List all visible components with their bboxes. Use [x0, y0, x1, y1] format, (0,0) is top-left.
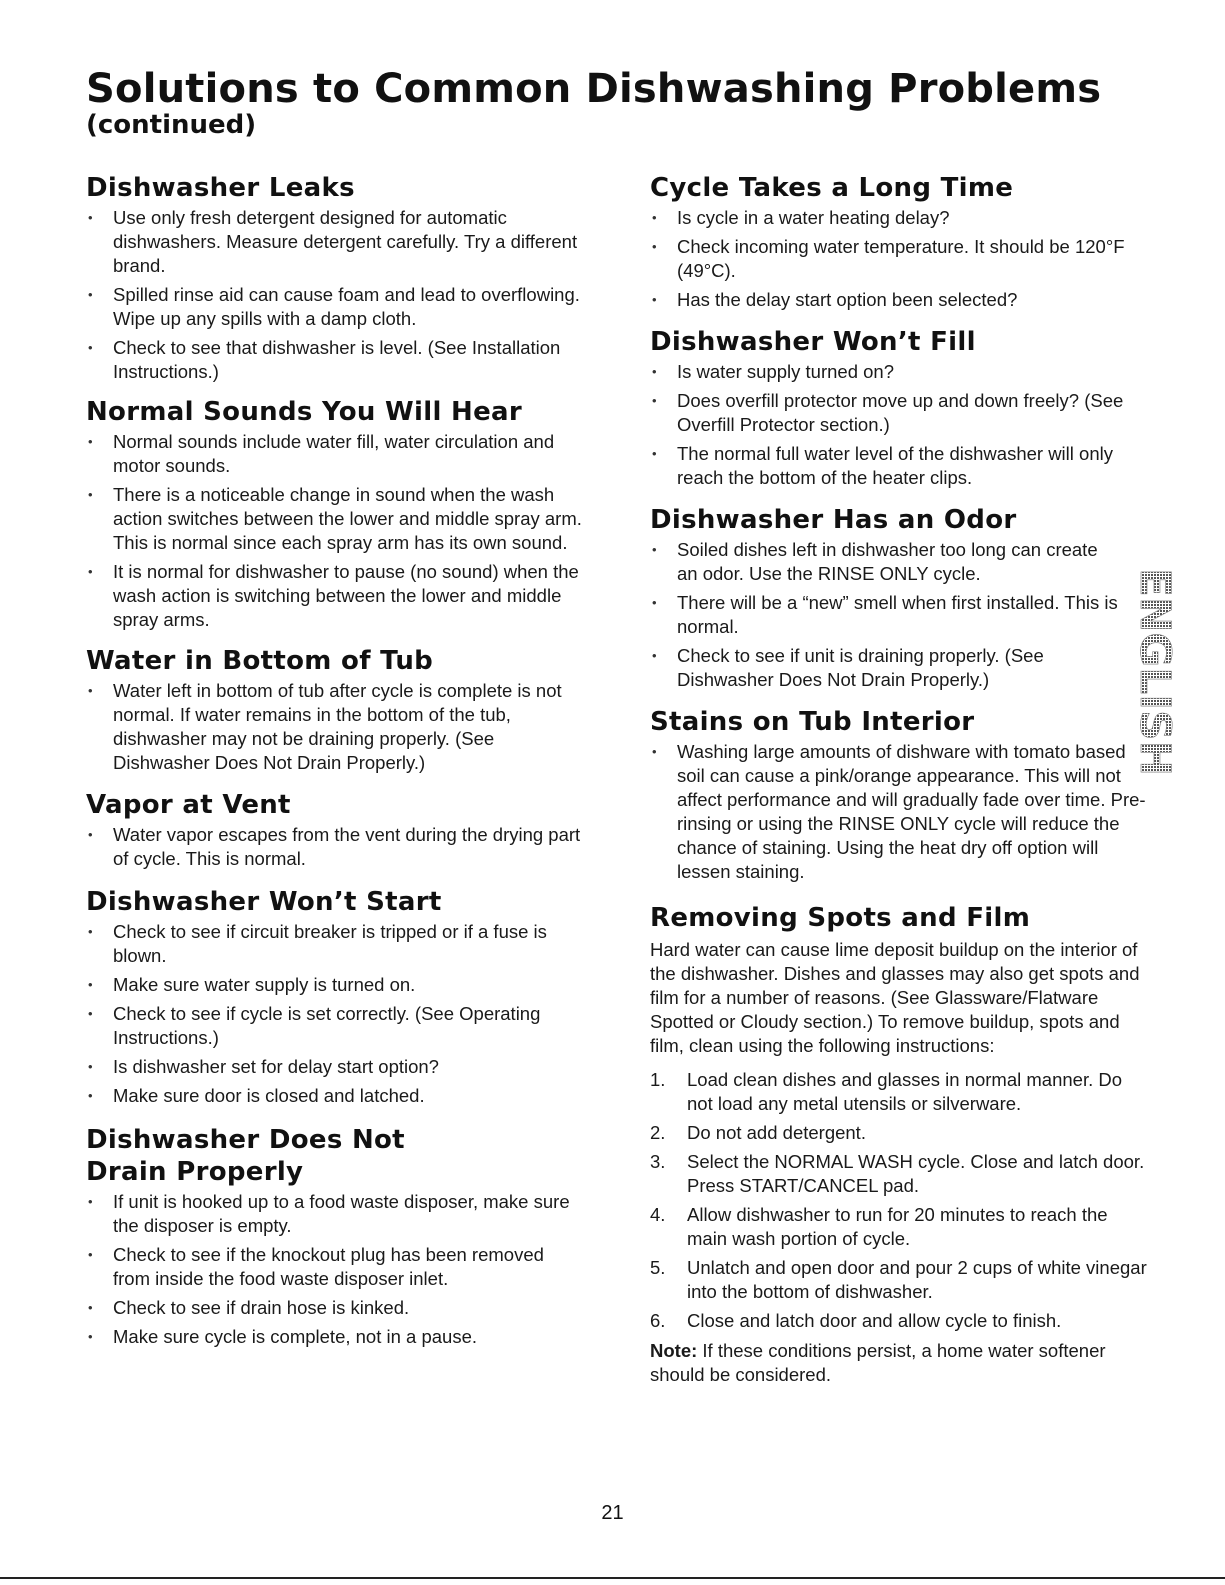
note-text: If these conditions persist, a home water softener should be considered. [650, 1340, 1106, 1385]
list-item: • Make sure cycle is complete, not in a pause. [86, 1325, 586, 1349]
list-item: • Check to see if circuit breaker is tripped or if a fuse is blown. [86, 920, 586, 968]
section-wont-fill [650, 326, 1150, 490]
section-heading: Dishwasher Does Not Drain Properly [86, 1125, 405, 1187]
step-text: Do not add detergent. [687, 1122, 866, 1143]
section-heading: Dishwasher Has an Odor [650, 505, 1017, 535]
list-item: • Check to see if unit is draining properly. (See Dishwasher Does Not Drain Properly.) [650, 644, 1120, 692]
step-number: 4. [650, 1204, 666, 1225]
list-item: • Does overfill protector move up and down freely? (See Overfill Protector section.) [650, 389, 1150, 437]
step-item [650, 1203, 1150, 1251]
section-heading: Cycle Takes a Long Time [650, 173, 1014, 203]
list-item: • There will be a “new” smell when first installed. This is normal. [650, 591, 1120, 639]
list-item: • Check to see if cycle is set correctly. (See Operating Instructions.) [86, 1002, 586, 1050]
step-text: Unlatch and open door and pour 2 cups of white vinegar into the bottom of dishwasher. [687, 1257, 1147, 1302]
bottom-rule [0, 1577, 1225, 1579]
list-item: • Check incoming water temperature. It should be 120°F (49°C). [650, 235, 1150, 283]
list-item: • Washing large amounts of dishware with tomato based soil can cause a pink/orange appearance. This will not affect performance and will gradually fade over time. Pre-rinsing or using the RINSE ONLY cycle will reduce the chance of staining. Using the heat dry off option will lessen staining. [650, 740, 1150, 884]
section-intro: Hard water can cause lime deposit buildup on the interior of the dishwasher. Dishes and glasses may also get spots and film for a number of reasons. (See Glassware/Flatware Spotted or Cloudy section.) To remove buildup, spots and film, clean using the following instructions: [650, 939, 1140, 1056]
list-item: • The normal full water level of the dishwasher will only reach the bottom of the heater clips. [650, 442, 1150, 490]
step-item [650, 1256, 1150, 1304]
list-item: • Is cycle in a water heating delay? [650, 206, 1150, 230]
list-item: • Has the delay start option been selected? [650, 288, 1150, 312]
list-item: • Check to see if drain hose is kinked. [86, 1296, 586, 1320]
step-number: 6. [650, 1310, 666, 1331]
list-item: • There is a noticeable change in sound when the wash action switches between the lower and middle spray arm. This is normal since each spray arm has its own sound. [86, 483, 586, 555]
step-item [650, 1121, 1150, 1145]
left-column [86, 172, 586, 1354]
list-item: • Check to see that dishwasher is level. (See Installation Instructions.) [86, 336, 586, 384]
section-heading: Dishwasher Won’t Start [86, 887, 442, 917]
step-number: 3. [650, 1151, 666, 1172]
section-heading: Water in Bottom of Tub [86, 646, 434, 676]
list-item: • Soiled dishes left in dishwasher too long can create an odor. Use the RINSE ONLY cycle. [650, 538, 1120, 586]
section-has-odor [650, 504, 1150, 692]
note-label: Note: [650, 1340, 698, 1361]
section-wont-start [86, 886, 586, 1108]
step-number: 2. [650, 1122, 666, 1143]
list-item: • Use only fresh detergent designed for automatic dishwashers. Measure detergent carefully. Try a different brand. [86, 206, 586, 278]
list-item: • Make sure water supply is turned on. [86, 973, 586, 997]
language-side-tab [1128, 568, 1182, 776]
step-item [650, 1068, 1150, 1116]
section-heading: Dishwasher Leaks [86, 173, 355, 203]
section-normal-sounds [86, 396, 586, 632]
list-item: • Spilled rinse aid can cause foam and lead to overflowing. Wipe up any spills with a damp cloth. [86, 283, 586, 331]
list-item: • Check to see if the knockout plug has been removed from inside the food waste disposer inlet. [86, 1243, 586, 1291]
section-dishwasher-leaks [86, 172, 586, 384]
page-subtitle: (continued) [86, 110, 257, 140]
list-item: • Is water supply turned on? [650, 360, 1150, 384]
step-text: Load clean dishes and glasses in normal manner. Do not load any metal utensils or silverware. [687, 1069, 1123, 1114]
steps-list [650, 1068, 1150, 1333]
list-item: • It is normal for dishwasher to pause (no sound) when the wash action is switching between the lower and middle spray arms. [86, 560, 586, 632]
section-water-in-bottom [86, 645, 586, 775]
section-vapor-at-vent [86, 789, 586, 871]
list-item: • Make sure door is closed and latched. [86, 1084, 586, 1108]
section-does-not-drain [86, 1124, 586, 1349]
step-number: 5. [650, 1257, 666, 1278]
page-number: 21 [601, 1502, 624, 1524]
list-item: • Water left in bottom of tub after cycle is complete is not normal. If water remains in the bottom of the tub, dishwasher may not be draining properly. (See Dishwasher Does Not Drain Properly.) [86, 679, 586, 775]
list-item: • Normal sounds include water fill, water circulation and motor sounds. [86, 430, 586, 478]
note [650, 1339, 1150, 1387]
section-heading: Normal Sounds You Will Hear [86, 397, 522, 427]
section-heading: Dishwasher Won’t Fill [650, 327, 976, 357]
right-column [650, 172, 1150, 1387]
section-heading: Vapor at Vent [86, 790, 291, 820]
step-number: 1. [650, 1069, 666, 1090]
list-item: • Water vapor escapes from the vent during the drying part of cycle. This is normal. [86, 823, 586, 871]
list-item: • Is dishwasher set for delay start option? [86, 1055, 586, 1079]
section-heading: Removing Spots and Film [650, 903, 1031, 933]
section-heading: Stains on Tub Interior [650, 707, 975, 737]
step-text: Allow dishwasher to run for 20 minutes to reach the main wash portion of cycle. [687, 1204, 1108, 1249]
language-tab-graphic [1128, 568, 1182, 776]
section-removing-spots [650, 902, 1150, 1387]
page-title: Solutions to Common Dishwashing Problems [86, 66, 1102, 112]
step-item [650, 1309, 1150, 1333]
step-item [650, 1150, 1150, 1198]
language-label: ENGLISH [1131, 568, 1180, 775]
step-text: Select the NORMAL WASH cycle. Close and latch door. Press START/CANCEL pad. [687, 1151, 1145, 1196]
list-item: • If unit is hooked up to a food waste disposer, make sure the disposer is empty. [86, 1190, 586, 1238]
section-cycle-long [650, 172, 1150, 312]
section-stains-tub [650, 706, 1150, 884]
step-text: Close and latch door and allow cycle to finish. [687, 1310, 1062, 1331]
